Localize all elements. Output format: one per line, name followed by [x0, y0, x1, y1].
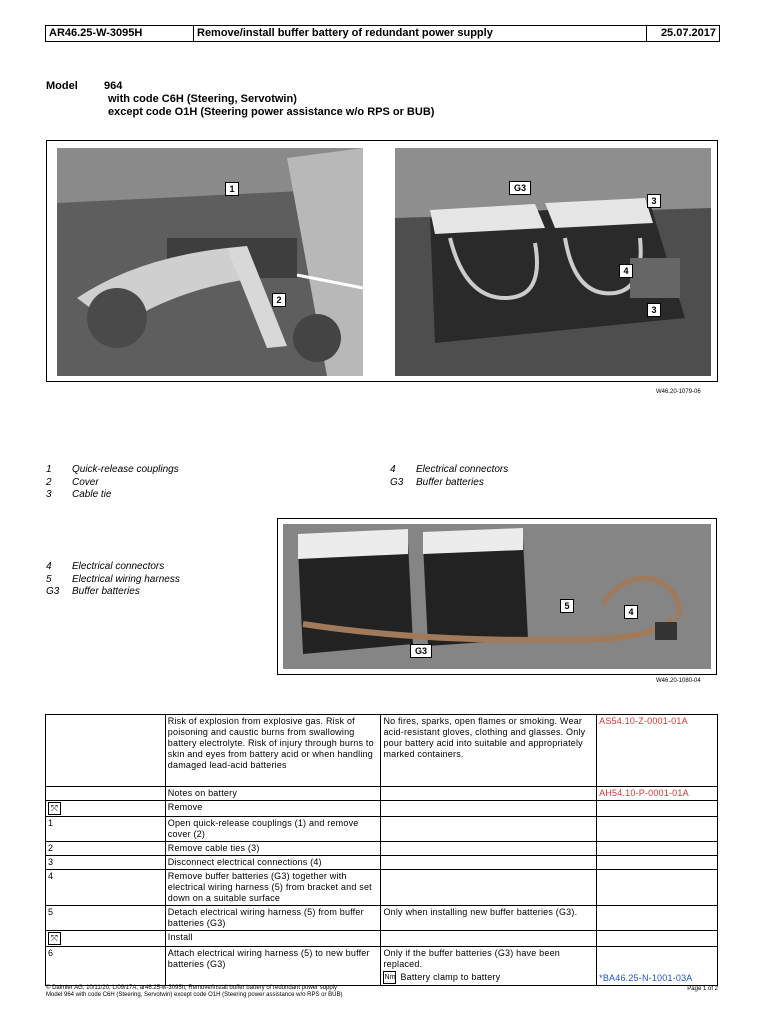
legend-item: 5 Electrical wiring harness: [46, 573, 180, 585]
doc-id: AR46.25-W-3095H: [46, 26, 194, 41]
callout-g3: G3: [410, 644, 432, 658]
callout-1: 1: [225, 182, 239, 196]
step-note: Only when installing new buffer batteries (G3).: [381, 906, 597, 931]
figure-1: [46, 140, 718, 382]
step-note: Only if the buffer batteries (G3) have been replaced.: [383, 948, 560, 969]
step-text: Remove cable ties (3): [165, 842, 381, 856]
install-icon: ⤧: [48, 932, 61, 945]
photo-engine-bay-drawing: [57, 148, 363, 376]
figure-1-legend-left: [46, 464, 346, 502]
step-text: Disconnect electrical connections (4): [165, 856, 381, 870]
document-header: [45, 25, 720, 42]
figure-2: [277, 518, 717, 675]
section-install: Install: [165, 931, 381, 947]
notes-ref-link[interactable]: AH54.10-P-0001-01A: [597, 787, 718, 801]
procedure-table: [45, 714, 718, 986]
doc-title: Remove/install buffer battery of redundant power supply: [194, 26, 647, 41]
legend-item: G3 Buffer batteries: [46, 586, 140, 597]
risk-text: Risk of explosion from explosive gas. Risk of poisoning and caustic burns from swallowing battery electrolyte. Risk of injury through burns to skin and eyes from battery acid or when handling damaged lead-acid batteries: [165, 715, 381, 787]
table-row: [46, 856, 718, 870]
footer-line-1: © Daimler AG, 10/11/20, L/09/17A, ar46.25-w-3095h, Remove/install buffer battery of redundant power supply: [46, 985, 338, 991]
callout-g3: G3: [509, 181, 531, 195]
step-number: 1: [46, 817, 166, 842]
legend-item: 4 Electrical connectors: [390, 464, 509, 475]
legend-item: 2 Cover: [46, 476, 99, 488]
page-footer: [46, 985, 718, 999]
callout-3-bottom: 3: [647, 303, 661, 317]
figure-1-ref: W46.20-1079-06: [656, 389, 701, 395]
remove-icon: ⤧: [48, 802, 61, 815]
table-row: [46, 870, 718, 906]
step-number: 2: [46, 842, 166, 856]
table-row: [46, 947, 718, 986]
step-text: Detach electrical wiring harness (5) from buffer batteries (G3): [165, 906, 381, 931]
doc-date: 25.07.2017: [660, 27, 716, 39]
model-with-code: with code C6H (Steering, Servotwin): [108, 93, 297, 105]
callout-3-top: 3: [647, 194, 661, 208]
table-row: [46, 906, 718, 931]
section-remove: Remove: [165, 801, 381, 817]
step-number: 3: [46, 856, 166, 870]
table-row: [46, 817, 718, 842]
callout-2: 2: [272, 293, 286, 307]
legend-item: 4 Electrical connectors: [46, 561, 165, 572]
table-row: [46, 931, 718, 947]
table-row: [46, 787, 718, 801]
photo-battery-drawing: [395, 148, 711, 376]
torque-ref-link[interactable]: *BA46.25-N-1001-03A: [599, 973, 693, 983]
step-subnote: Battery clamp to battery: [400, 972, 501, 982]
photo-batteries-harness-drawing: [283, 524, 711, 669]
photo-batteries-harness: [283, 524, 711, 669]
table-row: [46, 801, 718, 817]
notes-on-battery: Notes on battery: [165, 787, 381, 801]
model-label: Model: [46, 80, 78, 92]
step-number: 6: [46, 947, 166, 986]
figure-1-legend-right: [390, 464, 690, 489]
photo-engine-bay: [57, 148, 363, 376]
callout-4: 4: [619, 264, 633, 278]
legend-item: 3 Cable tie: [46, 489, 112, 500]
photo-battery-compartment: [395, 148, 711, 376]
legend-item: 1 Quick-release couplings: [46, 464, 179, 475]
table-row: [46, 715, 718, 787]
callout-4: 4: [624, 605, 638, 619]
callout-5: 5: [560, 599, 574, 613]
step-number: 4: [46, 870, 166, 906]
safety-measure: No fires, sparks, open flames or smoking. Wear acid-resistant gloves, clothing and glasses. Only pour battery acid into suitable and appropriately marked containers.: [381, 715, 597, 787]
step-text: Attach electrical wiring harness (5) to new buffer batteries (G3): [165, 947, 381, 986]
step-text: Remove buffer batteries (G3) together with electrical wiring harness (5) from bracket and set down on a suitable surface: [165, 870, 381, 906]
model-number: 964: [104, 80, 123, 92]
legend-item: G3 Buffer batteries: [390, 476, 484, 488]
step-number: 5: [46, 906, 166, 931]
torque-icon: Nm: [383, 971, 396, 984]
step-text: Open quick-release couplings (1) and remove cover (2): [165, 817, 381, 842]
model-except-code: except code O1H (Steering power assistance w/o RPS or BUB): [108, 106, 435, 118]
figure-2-ref: W46.20-1080-04: [656, 678, 701, 684]
figure-2-legend: [46, 561, 266, 599]
page-number: Page 1 of 2: [687, 986, 718, 992]
table-row: [46, 842, 718, 856]
footer-line-2: Model 964 with code C6H (Steering, Servotwin) except code O1H (Steering power assistance w/o RPS or BUB): [46, 992, 343, 998]
warning-ref-link[interactable]: AS54.10-Z-0001-01A: [597, 715, 718, 787]
